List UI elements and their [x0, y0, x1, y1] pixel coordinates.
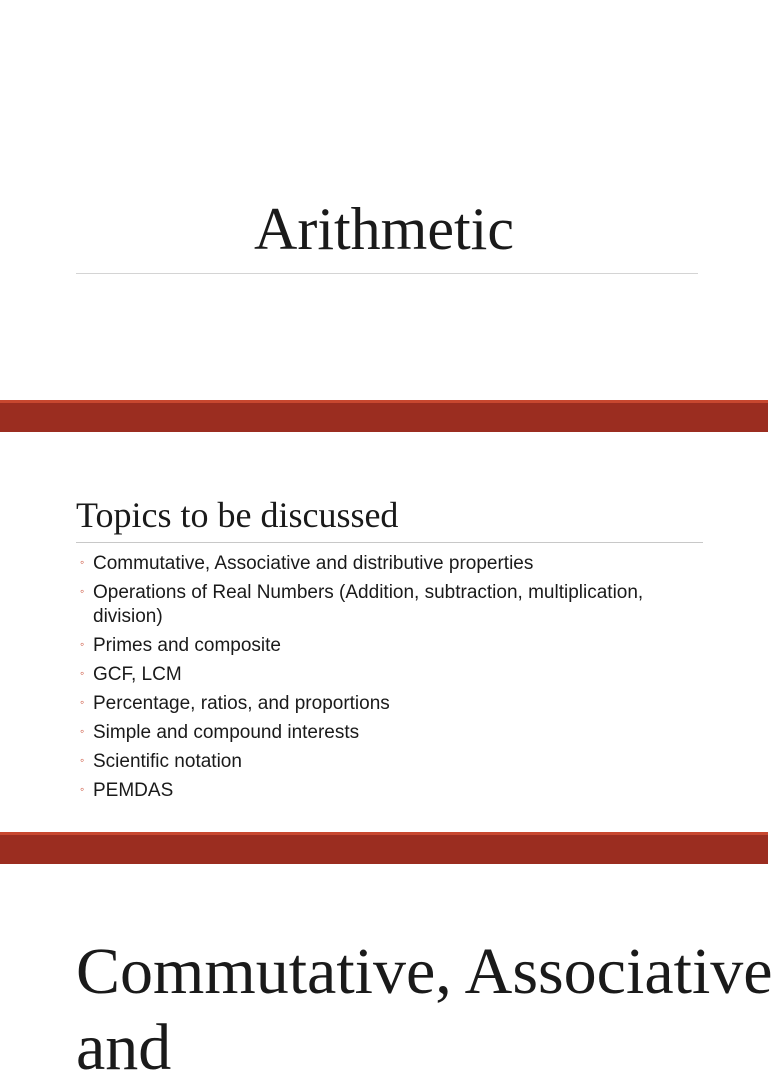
slide-divider-band: [0, 400, 768, 432]
slide-divider-band: [0, 832, 768, 864]
topic-item: [80, 552, 710, 576]
section-heading: Topics to be discussed: [76, 495, 399, 535]
bullet-icon: ◦: [80, 724, 85, 738]
bullet-icon: ◦: [80, 695, 85, 709]
topic-item: [80, 634, 710, 658]
topic-item: [80, 750, 710, 774]
topic-text: Scientific notation: [93, 751, 242, 772]
topic-item: [80, 721, 710, 745]
slide-commutative: [0, 864, 773, 1084]
bullet-icon: ◦: [80, 584, 85, 598]
topic-text: Simple and compound interests: [93, 722, 360, 743]
heading-underline: [76, 542, 703, 543]
topic-item: [80, 779, 710, 803]
topic-text: Operations of Real Numbers (Addition, subtraction, multiplication, division): [93, 582, 644, 627]
slide-title: Arithmetic: [254, 196, 514, 262]
bullet-icon: ◦: [80, 753, 85, 767]
bullet-icon: ◦: [80, 666, 85, 680]
topic-text: Primes and composite: [93, 635, 281, 656]
slide-topics: [0, 432, 768, 832]
topic-text: Percentage, ratios, and proportions: [93, 693, 390, 714]
topic-item: [80, 663, 710, 687]
bullet-icon: ◦: [80, 637, 85, 651]
title-underline: [76, 273, 698, 274]
topic-item: [80, 692, 710, 716]
topic-text: GCF, LCM: [93, 664, 182, 685]
bullet-icon: ◦: [80, 782, 85, 796]
slide-arithmetic-title: [0, 0, 768, 400]
topic-text: Commutative, Associative and distributive properties: [93, 553, 534, 574]
bullet-icon: ◦: [80, 555, 85, 569]
topics-list: [80, 552, 710, 808]
slide-title: Commutative, Associative and: [76, 935, 773, 1084]
topic-item: [80, 581, 710, 629]
topic-text: PEMDAS: [93, 780, 174, 801]
